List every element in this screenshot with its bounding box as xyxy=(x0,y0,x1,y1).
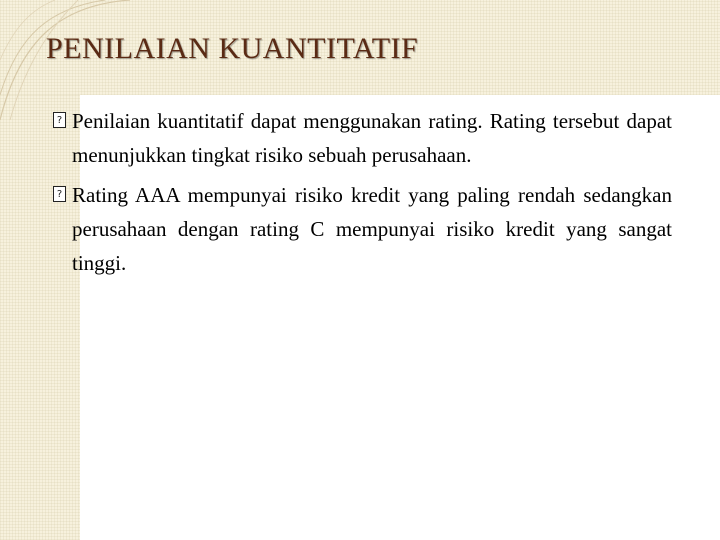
bullet-text: Penilaian kuantitatif dapat menggunakan rating. Rating tersebut dapat menunjukkan tingkat risiko sebuah perusahaan. xyxy=(72,109,672,167)
bullet-item xyxy=(50,104,672,172)
bullet-item xyxy=(50,178,672,280)
bullet-list xyxy=(50,104,672,286)
bullet-icon xyxy=(53,112,66,128)
slide-title: PENILAIAN KUANTITATIF xyxy=(46,32,419,65)
bullet-text: Rating AAA mempunyai risiko kredit yang paling rendah sedangkan perusahaan dengan rating C mempunyai risiko kredit yang sangat tinggi. xyxy=(72,183,672,275)
bullet-icon xyxy=(53,186,66,202)
